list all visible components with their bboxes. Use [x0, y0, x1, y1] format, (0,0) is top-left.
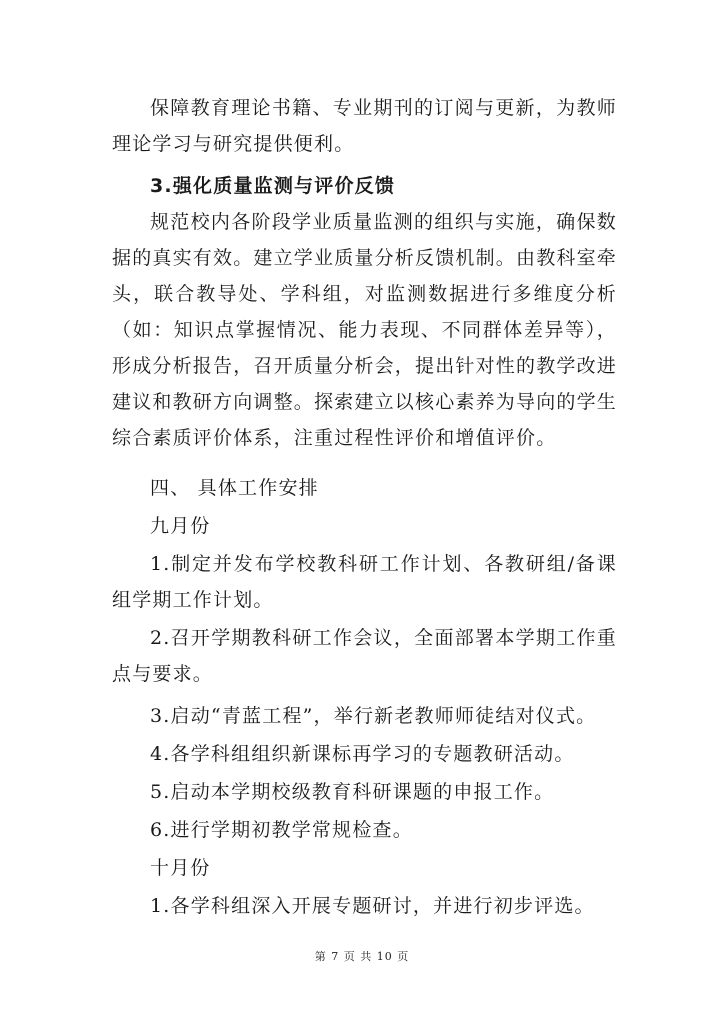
list-item-september-1: 1.制定并发布学校教科研工作计划、各教研组/备课组学期工作计划。: [112, 553, 617, 611]
list-item-september-4: 4.各学科组组织新课标再学习的专题教研活动。: [150, 743, 575, 765]
section-heading-work-arrangement: 四、 具体工作安排: [150, 477, 319, 499]
list-item-september-6: 6.进行学期初教学常规检查。: [150, 819, 413, 841]
month-heading-september: 九月份: [150, 515, 211, 537]
paragraph-theory-books: 保障教育理论书籍、专业期刊的订阅与更新，为教师理论学习与研究提供便利。: [112, 97, 617, 155]
list-item-september-5: 5.启动本学期校级教育科研课题的申报工作。: [150, 781, 555, 803]
page-number-footer: 第 7 页 共 10 页: [314, 950, 410, 963]
list-item-october-1: 1.各学科组深入开展专题研讨，并进行初步评选。: [150, 895, 595, 917]
paragraph-quality-monitoring: 规范校内各阶段学业质量监测的组织与实施，确保数据的真实有效。建立学业质量分析反馈机制。由教科室牵头，联合教导处、学科组，对监测数据进行多维度分析（如：知识点掌握情况、能力表现、不同群体差异等），形成分析报告，召开质量分析会，提出针对性的教学改进建议和教研方向调整。探索建立以核心素养为导向的学生综合素质评价体系，注重过程性评价和增值评价。: [112, 211, 618, 449]
list-item-september-3: 3.启动“青蓝工程”，举行新老教师师徒结对仪式。: [150, 705, 597, 727]
list-item-september-2: 2.召开学期教科研工作会议，全面部署本学期工作重点与要求。: [112, 627, 617, 685]
month-heading-october: 十月份: [150, 857, 211, 879]
section-heading-quality-monitoring: 3.强化质量监测与评价反馈: [150, 175, 396, 197]
